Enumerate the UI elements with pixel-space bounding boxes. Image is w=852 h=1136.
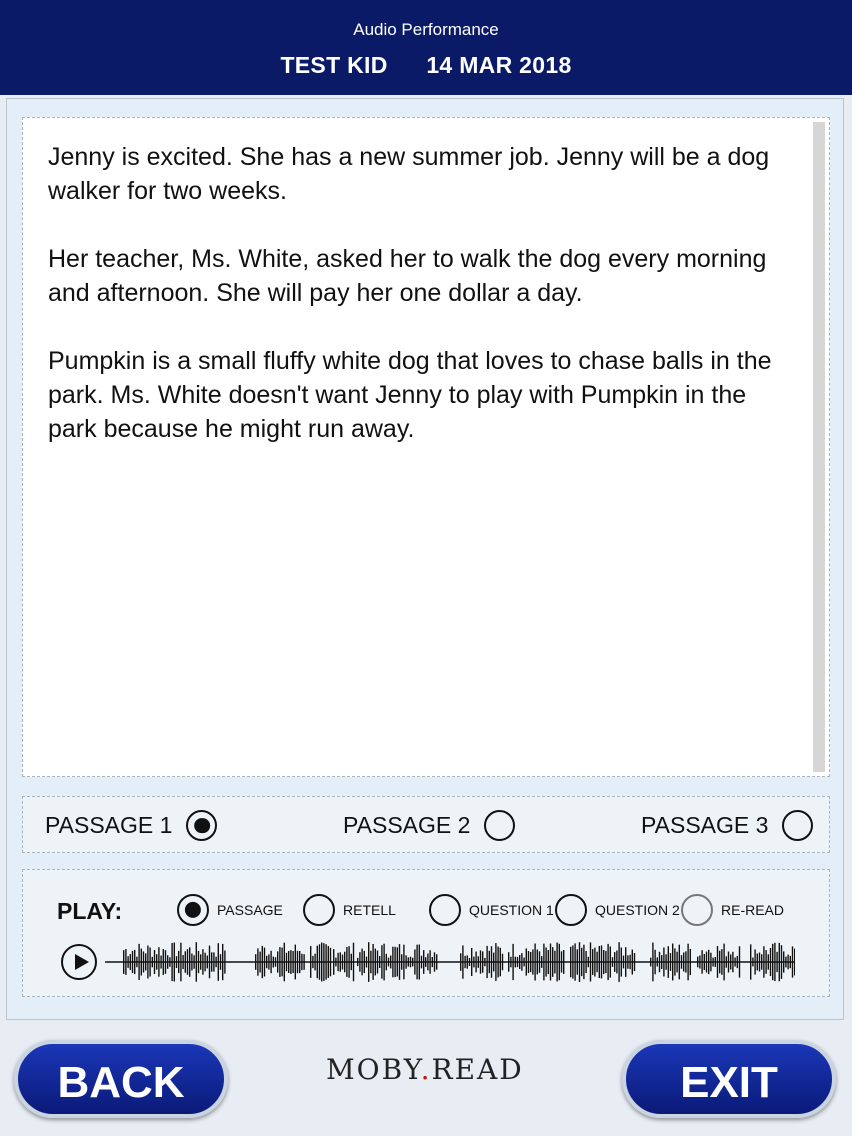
- play-re-read-option[interactable]: [681, 894, 784, 926]
- play-icon[interactable]: [61, 944, 97, 980]
- play-retell-radio[interactable]: [303, 894, 335, 926]
- student-name: TEST KID: [280, 52, 388, 78]
- passage-2-option[interactable]: [343, 810, 515, 841]
- passage-text: [48, 140, 798, 480]
- play-passage-radio[interactable]: [177, 894, 209, 926]
- passage-1-radio[interactable]: [186, 810, 217, 841]
- play-question-1-option[interactable]: [429, 894, 554, 926]
- passage-paragraph: Her teacher, Ms. White, asked her to walk the dog every morning and afternoon. She will pay her one dollar a day.: [48, 245, 767, 307]
- scrollbar[interactable]: [813, 122, 825, 772]
- play-retell-option[interactable]: [303, 894, 396, 926]
- passage-3-label: PASSAGE 3: [641, 812, 769, 838]
- passage-paragraph: Jenny is excited. She has a new summer job. Jenny will be a dog walker for two weeks.: [48, 143, 770, 205]
- passage-paragraph: Pumpkin is a small fluffy white dog that loves to chase balls in the park. Ms. White doesn't want Jenny to play with Pumpkin in the park because he might run away.: [48, 347, 772, 443]
- passage-2-radio[interactable]: [484, 810, 515, 841]
- play-label: PLAY:: [57, 898, 123, 924]
- passage-3-option[interactable]: [641, 810, 813, 841]
- play-re-read-label: RE-READ: [721, 902, 785, 918]
- play-question-2-option[interactable]: [555, 894, 680, 926]
- exit-button[interactable]: EXIT: [622, 1040, 836, 1118]
- play-question-1-label: QUESTION 1: [469, 902, 554, 918]
- passage-text-box: [22, 117, 830, 777]
- passage-selector: [22, 796, 830, 853]
- test-date: 14 MAR 2018: [426, 52, 572, 78]
- play-passage-label: PASSAGE: [217, 902, 283, 918]
- play-question-2-label: QUESTION 2: [595, 902, 680, 918]
- play-re-read-radio[interactable]: [681, 894, 713, 926]
- passage-1-option[interactable]: [45, 810, 217, 841]
- passage-2-label: PASSAGE 2: [343, 812, 471, 838]
- student-info: [0, 52, 852, 79]
- page-subtitle: Audio Performance: [353, 20, 499, 39]
- audio-player: [22, 869, 830, 997]
- header-bar: [0, 0, 852, 95]
- play-retell-label: RETELL: [343, 902, 396, 918]
- play-question-2-radio[interactable]: [555, 894, 587, 926]
- audio-waveform[interactable]: [105, 940, 795, 984]
- back-button[interactable]: BACK: [14, 1040, 228, 1118]
- passage-1-label: PASSAGE 1: [45, 812, 173, 838]
- passage-3-radio[interactable]: [782, 810, 813, 841]
- moby-read-logo: MOBY.READ: [326, 1053, 524, 1086]
- play-question-1-radio[interactable]: [429, 894, 461, 926]
- play-passage-option[interactable]: [177, 894, 283, 926]
